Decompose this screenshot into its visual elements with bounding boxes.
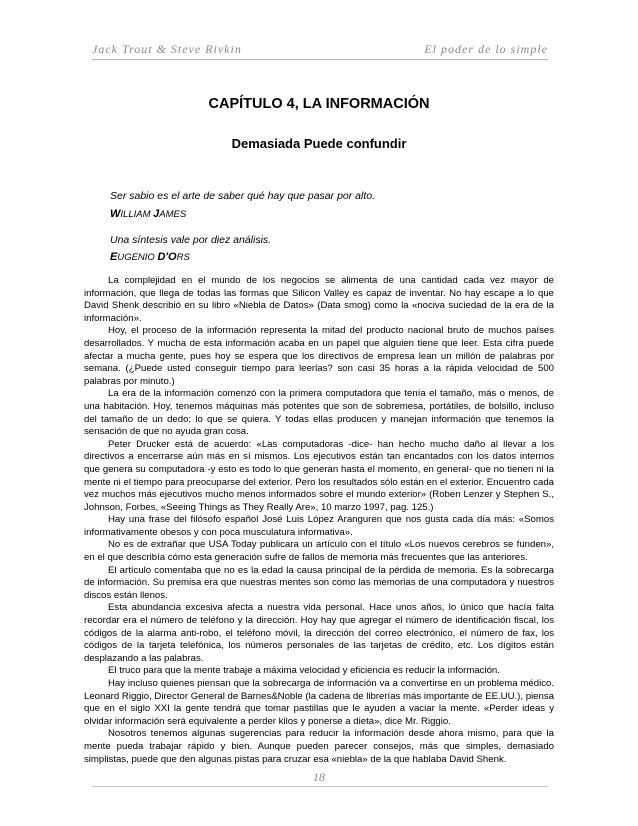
paragraph: Esta abundancia excesiva afecta a nuestra vida personal. Hace unos años, lo único que hacía falta recordar era el número de teléfono y la dirección. Hoy hay que agregar el número de identificación fiscal, los códigos de la alarma anti-robo, el teléfono móvil, la dirección del correo electrónico, el número de fax, los códigos de la tarjeta telefónica, los números personales de las tarjetas de crédito, etc. Los dígitos están desplazando a las palabras. — [84, 602, 554, 664]
author-initial: E — [110, 251, 118, 263]
author-name-part: ILLIAM — [120, 209, 154, 220]
paragraph: Peter Drucker está de acuerdo: «Las computadoras -dice- han hecho mucho daño al llevar a los directivos a encerrarse aún más en sí mismos. Los ejecutivos están tan encantados con los datos internos que genera su computadora -y esto es todo lo que generan hasta el momento, en general- que no tienen ni la mente ni el tiempo para preocuparse del exterior. Pero los resultados sólo están en el exterior. Encuentro cada vez muchos más ejecutivos mucho menos informados sobre el mundo exterior» (Roben Lenzer y Stephen S., Johnson, Forbes, «Seeing Things as They Really Are», 10 marzo 1997, pag. 125.) — [84, 438, 554, 513]
running-header — [92, 42, 548, 60]
paragraph: Hay incluso quienes piensan que la sobrecarga de información va a convertirse en un problema médico. Leonard Riggio, Director General de Barnes&Noble (la cadena de librerías más importante de EE.UU.), piensa que en el siglo XXI la gente tendrá que tomar pastillas que le ayuden a vaciar la mente. «Perder ideas y olvidar información será equivalente a perder kilos y ponerse a dieta», dice Mr. Riggio. — [84, 678, 554, 727]
chapter-subtitle: Demasiada Puede confundir — [231, 136, 407, 151]
header-authors: Jack Trout & Steve Rivkin — [92, 42, 242, 56]
paragraph: La era de la información comenzó con la primera computadora que tenía el tamaño, más o menos, de una habitación. Hoy, tenemos máquinas más potentes que son de sobremesa, portátiles, de bolsillo, incluso del tamaño de un dedo; lo que se quiera. Y todas ellas producen y manejan información que tenemos la sensación de que no ayuda gran cosa. — [84, 388, 554, 438]
author-name-part: AMES — [159, 209, 187, 220]
footer-divider — [92, 786, 548, 787]
paragraph: El truco para que la mente trabaje a máxima velocidad y eficiencia es reducir la información. — [108, 665, 500, 677]
author-name-part: RS — [176, 252, 190, 263]
chapter-title: CAPÍTULO 4, LA INFORMACIÓN — [208, 96, 430, 112]
paragraph: La complejidad en el mundo de los negocios se alimenta de una cantidad cada vez mayor de información, que llega de todas las formas que Silicon Valley es capaz de inventar. No hay escape a lo que David Shenk describió en su libro «Niebla de Datos» (Data smog) como la «nociva suciedad de la era de la información». — [84, 275, 554, 324]
paragraph: Nosotros tenemos algunas sugerencias para reducir la información desde ahora mismo, para que la mente pueda trabajar rápido y bien. Aunque pueden parecer consejos, más que simples, demasiado simplistas, puede que den algunas pistas para cruzar esa «niebla» de la que hablaba David Shenk. — [84, 728, 554, 765]
page-number: 18 — [313, 770, 325, 784]
epigraph-quote-2: Una síntesis vale por diez análisis. — [110, 234, 272, 246]
author-initial: W — [110, 208, 121, 220]
epigraph-quote-1: Ser sabio es el arte de saber qué hay que pasar por alto. — [110, 190, 376, 202]
epigraph-author-1 — [110, 208, 186, 220]
paragraph: Hay una frase del filósofo español José Luis López Aranguren que nos gusta cada día más: «Somos informativamente obesos y con poca musculatura informativa». — [84, 514, 554, 538]
header-book-title: El poder de lo simple — [424, 42, 548, 56]
body-text — [84, 275, 554, 766]
author-name-part: UGENIO — [117, 252, 158, 263]
paragraph: El artículo comentaba que no es la edad la causa principal de la pérdida de memoria. Es la sobrecarga de información. Su premisa era que nuestras mentes son como las memorias de una computadora y nuestros discos están llenos. — [84, 564, 554, 601]
author-initial: J — [153, 208, 160, 220]
author-initial: D'O — [157, 251, 177, 263]
paragraph: Hoy, el proceso de la información representa la mitad del producto nacional bruto de muchos países desarrollados. Y mucha de esta información acaba en un papel que alguien tiene que leer. Esta cifra puede afectar a mucha gente, pues hoy se espera que los directivos de empresa lean un millón de palabras por semana. (¿Puede usted conseguir tiempo para leerlas? son casi 35 horas a la rápida velocidad de 500 palabras por minuto.) — [84, 325, 554, 387]
epigraph-author-2 — [110, 251, 190, 263]
paragraph: No es de extrañar que USA Today publicara un artículo con el título «Los nuevos cerebros se funden», en el que describía cómo esta generación sufre de fallos de memoria más frecuentes que las anteriores. — [84, 539, 554, 564]
